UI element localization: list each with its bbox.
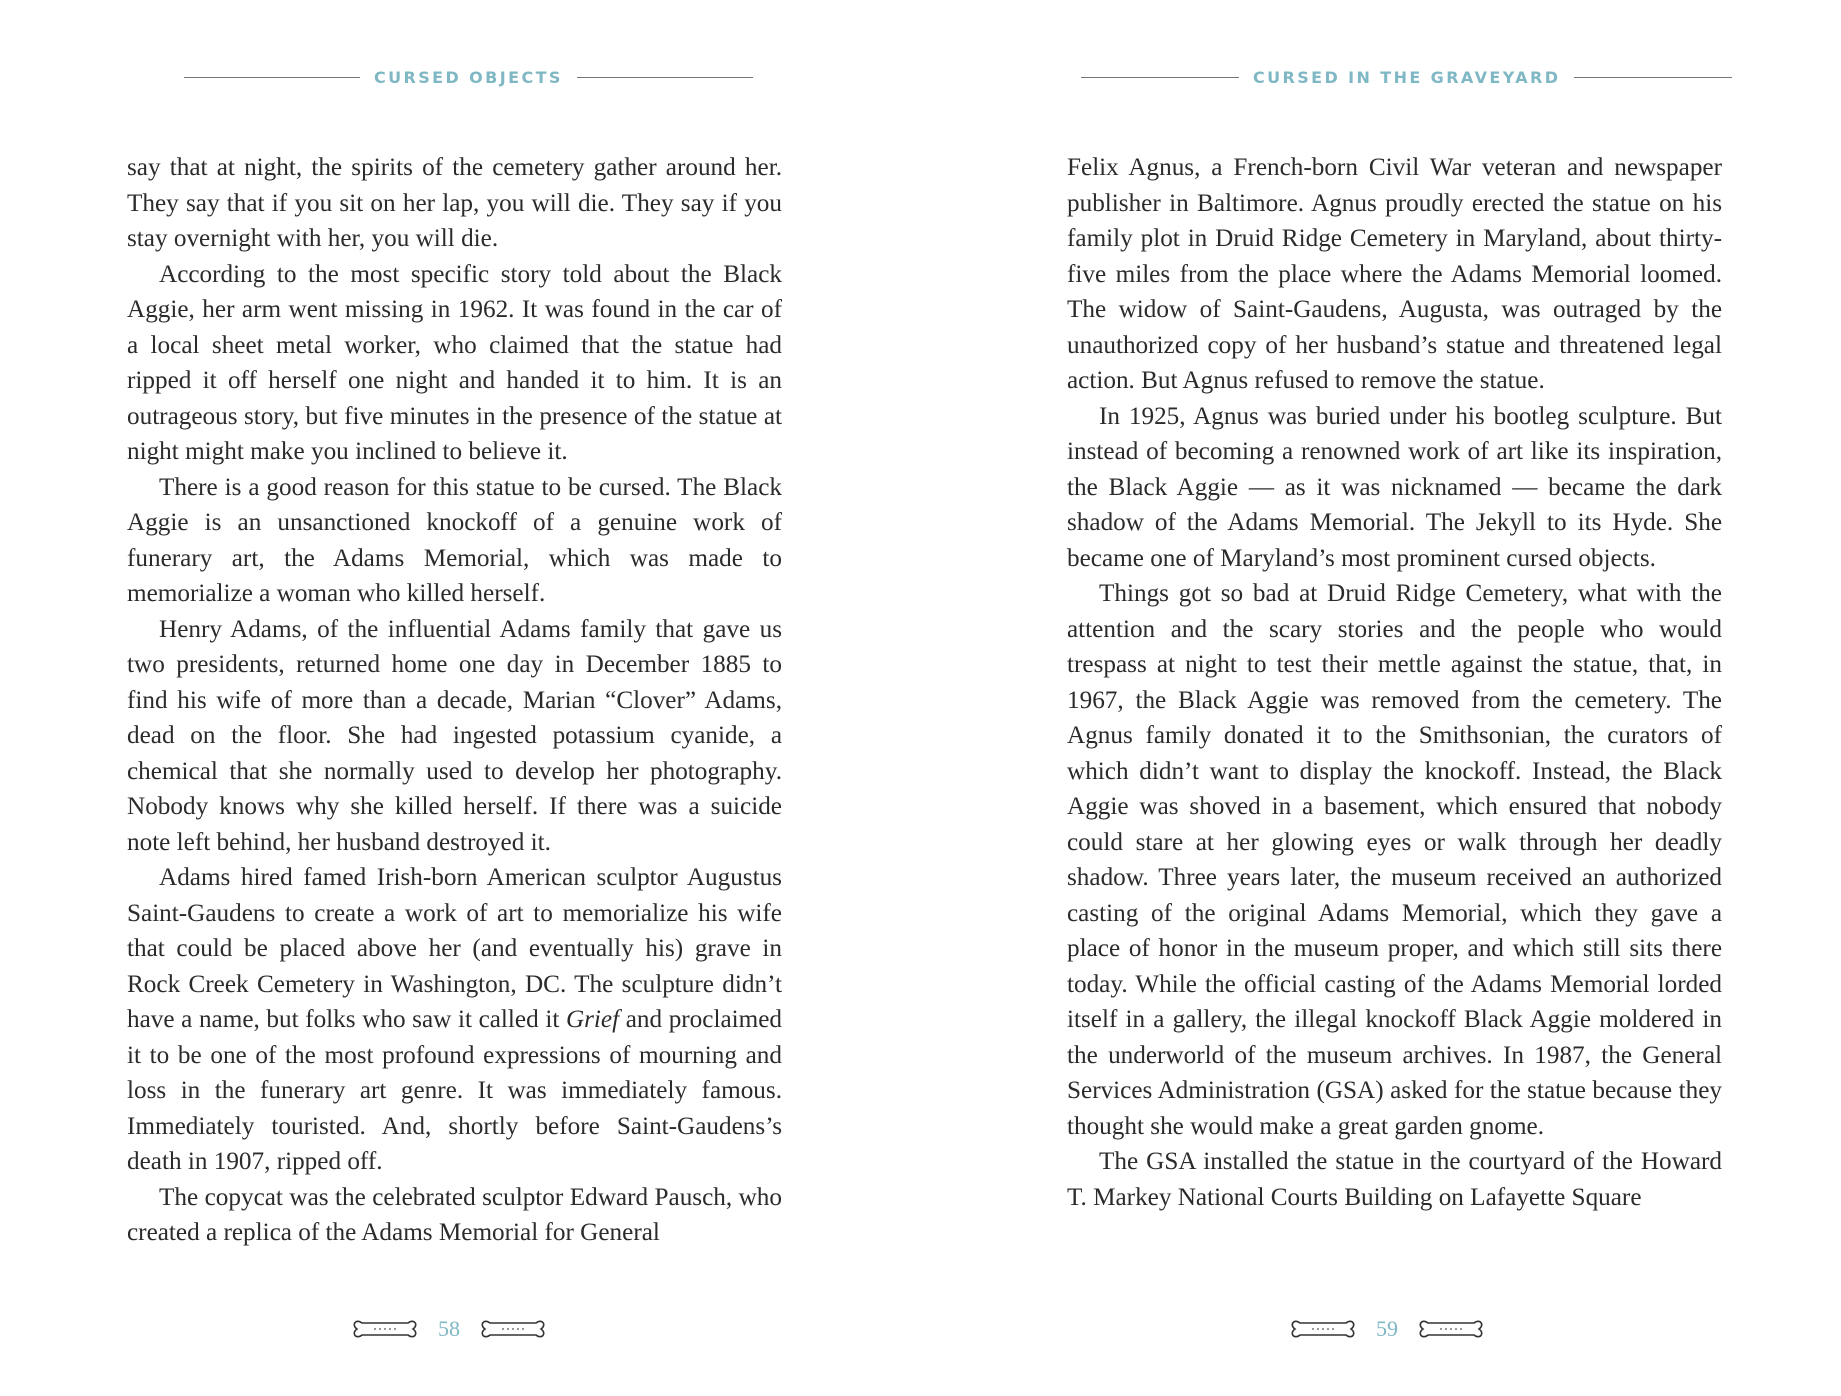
running-head (1081, 68, 1732, 87)
paragraph: Felix Agnus, a French-born Civil War veteran and newspaper publisher in Baltimore. Agnus proudly erected the statue on his family plot in Druid Ridge Cemetery in Maryland, about thirty-five miles from the place where the Adams Memorial loomed. The widow of Saint-Gaudens, Augusta, was outraged by the unauthorized copy of her husband’s statue and threatened legal action. But Agnus refused to remove the statue. (1067, 154, 1722, 394)
paragraph: In 1925, Agnus was buried under his bootleg sculpture. But instead of becoming a renowned work of art like its inspiration, the Black Aggie — as it was nicknamed — became the dark shadow of the Adams Memorial. The Jekyll to its Hyde. She became one of Maryland’s most prominent cursed objects. (1067, 402, 1722, 572)
paragraph (127, 860, 782, 1180)
bone-icon (480, 1316, 546, 1342)
paragraph-text: Adams hired famed Irish-born American sculptor Augustus Saint-Gaudens to create a work of art to memorialize his wife that could be placed above her (and eventually his) grave in Rock Creek Cemetery in Washington, DC. The sculpture didn’t have a name, but folks who saw it called it (127, 864, 782, 1033)
paragraph: Things got so bad at Druid Ridge Cemetery, what with the attention and the scary stories and the people who would trespass at night to test their mettle against the statue, that, in 1967, the Black Aggie was removed from the cemetery. The Agnus family donated it to the Smithsonian, the curators of which didn’t want to display the knockoff. Instead, the Black Aggie was shoved in a basement, which ensured that nobody could stare at her glowing eyes or walk through her deadly shadow. Three years later, the museum received an authorized casting of the original Adams Memorial, which they gave a place of honor in the museum proper, and which still sits there today. While the official casting of the Adams Memorial lorded itself in a gallery, the illegal knockoff Black Aggie moldered in the underworld of the museum archives. In 1987, the General Services Administration (GSA) asked for the statue because they thought she would make a great garden gnome. (1067, 580, 1722, 1140)
page-number-folio (352, 1316, 546, 1342)
paragraph: There is a good reason for this statue to be cursed. The Black Aggie is an unsanctioned knockoff of a genuine work of funerary art, the Adams Memorial, which was made to memorialize a woman who killed herself. (127, 473, 782, 607)
right-page (920, 0, 1841, 1396)
body-text (1067, 150, 1722, 1215)
page-number-folio (1290, 1316, 1484, 1342)
bone-icon (1418, 1316, 1484, 1342)
header-rule-left (1081, 77, 1239, 78)
left-page (0, 0, 920, 1396)
paragraph-text: and proclaimed it to be one of the most profound expressions of mourning and loss in the funerary art genre. It was immediately famous. Immediately touristed. And, shortly before Saint-Gaudens’s death in 1907, ripped off. (127, 1006, 782, 1175)
header-rule-right (577, 77, 753, 78)
running-head-title: CURSED OBJECTS (374, 68, 563, 87)
bone-icon (1290, 1316, 1356, 1342)
paragraph: Henry Adams, of the influential Adams family that gave us two presidents, returned home one day in December 1885 to find his wife of more than a decade, Marian “Clover” Adams, dead on the floor. She had ingested potassium cyanide, a chemical that she normally used to develop her photography. Nobody knows why she killed herself. If there was a suicide note left behind, her husband destroyed it. (127, 615, 782, 856)
paragraph: The copycat was the celebrated sculptor Edward Pausch, who created a replica of the Adams Memorial for General (127, 1183, 782, 1246)
header-rule-right (1574, 77, 1732, 78)
header-rule-left (184, 77, 360, 78)
paragraph: The GSA installed the statue in the courtyard of the Howard T. Markey National Courts Building on Lafayette Square (1067, 1148, 1722, 1211)
body-text (127, 150, 782, 1251)
page-number: 58 (438, 1316, 460, 1341)
running-head (184, 68, 753, 87)
page-number: 59 (1376, 1316, 1398, 1341)
paragraph: say that at night, the spirits of the cemetery gather around her. They say that if you sit on her lap, you will die. They say if you stay overnight with her, you will die. (127, 154, 782, 252)
paragraph: According to the most specific story told about the Black Aggie, her arm went missing in 1962. It was found in the car of a local sheet metal worker, who claimed that the statue had ripped it off herself one night and handed it to him. It is an outrageous story, but five minutes in the presence of the statue at night might make you inclined to believe it. (127, 260, 782, 465)
running-head-title: CURSED IN THE GRAVEYARD (1253, 68, 1561, 87)
bone-icon (352, 1316, 418, 1342)
italic-title: Grief (565, 1006, 620, 1033)
